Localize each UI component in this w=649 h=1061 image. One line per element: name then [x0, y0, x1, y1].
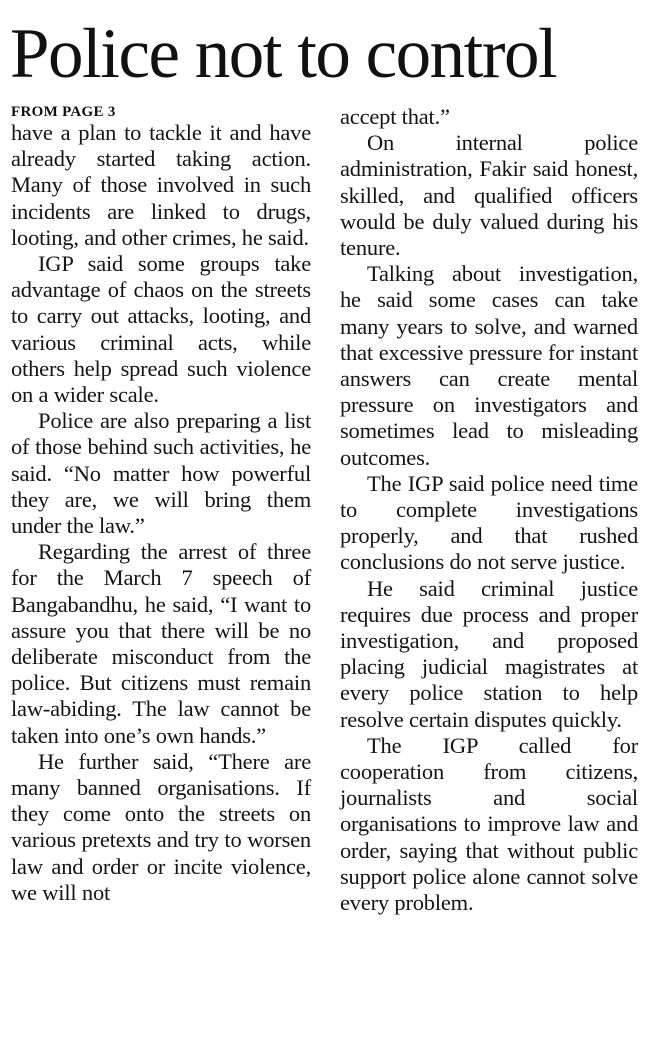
jump-label: FROM PAGE 3 — [11, 104, 116, 120]
paragraph: Regarding the arrest of three for the March 7 speech of Bangabandhu, he said, “I want to assure you that there will be no deliberate misconduct from the police. But citizens must remain law-abiding. The law cannot be taken into one’s own hands.” — [11, 539, 311, 748]
headline: Police not to control — [10, 15, 557, 93]
paragraph: He further said, “There are many banned organisations. If they come onto the streets on various pretexts and try to worsen law and order or incite violence, we will not — [11, 748, 311, 905]
paragraph: Talking about investigation, he said some cases can take many years to solve, and warned that excessive pressure for instant answers can create mental pressure on investigators and sometimes lead to misleading outcomes. — [340, 261, 638, 470]
article-column-right — [340, 104, 638, 916]
paragraph: accept that.” — [340, 104, 450, 129]
paragraph: have a plan to tackle it and have already started taking action. Many of those involved in such incidents are linked to drugs, looting, and other crimes, he said. — [11, 120, 311, 250]
article-column-left — [11, 103, 311, 906]
paragraph: The IGP called for cooperation from citizens, journalists and social organisations to improve law and order, saying that without public support police alone cannot solve every problem. — [340, 732, 638, 916]
paragraph: He said criminal justice requires due process and proper investigation, and proposed placing judicial magistrates at every police station to help resolve certain disputes quickly. — [340, 575, 638, 732]
paragraph: Police are also preparing a list of those behind such activities, he said. “No matter how powerful they are, we will bring them under the law.” — [11, 408, 311, 539]
paragraph: On internal police administration, Fakir said honest, skilled, and qualified officers would be duly valued during his tenure. — [340, 130, 638, 261]
paragraph: The IGP said police need time to complete investigations properly, and that rushed conclusions do not serve justice. — [340, 470, 638, 575]
paragraph: IGP said some groups take advantage of chaos on the streets to carry out attacks, looting, and various criminal acts, while others help spread such violence on a wider scale. — [11, 251, 311, 408]
